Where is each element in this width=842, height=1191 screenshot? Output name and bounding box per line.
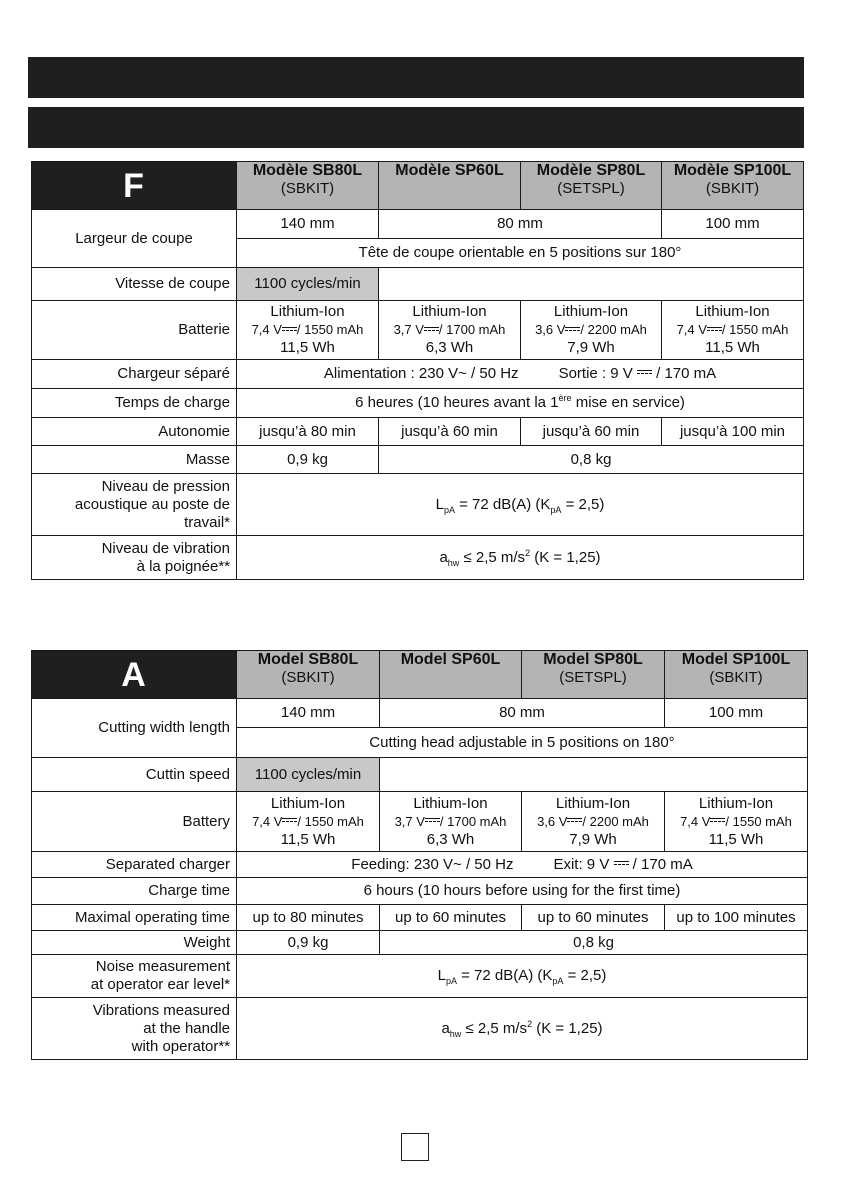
- row-label-autonomy: Autonomie: [32, 418, 237, 446]
- battery-cell: Lithium-Ion 3,6 V / 2200 mAh 7,9 Wh: [521, 301, 662, 360]
- dc-symbol-icon: [565, 327, 580, 333]
- row-label-speed: Cuttin speed: [32, 758, 237, 792]
- row-label-weight: Masse: [32, 446, 237, 474]
- empty-cell: [379, 268, 804, 301]
- row-label-charger: Chargeur séparé: [32, 360, 237, 389]
- autonomy-value: jusqu’à 100 min: [662, 418, 804, 446]
- battery-cell: Lithium-Ion 7,4 V / 1550 mAh 11,5 Wh: [665, 792, 808, 852]
- dc-symbol-icon: [424, 327, 439, 333]
- autonomy-value: jusqu’à 60 min: [379, 418, 521, 446]
- vibration-value: $a_{hw} \le 2,5$ $m/s^2$ (K = 1,25): [237, 536, 804, 580]
- autonomy-value: up to 100 minutes: [665, 905, 808, 931]
- model-header: Modèle SP100L (SBKIT): [662, 162, 804, 210]
- battery-cell: Lithium-Ion 7,4 V / 1550 mAh 11,5 Wh: [662, 301, 804, 360]
- noise-value: $L_{pA} = 72$ dB(A) $(K_{pA} = 2,5)$: [237, 474, 804, 536]
- model-header: Model SB80L (SBKIT): [237, 651, 380, 699]
- row-label-cutting-width: Largeur de coupe: [32, 210, 237, 268]
- dc-symbol-icon: [425, 818, 440, 824]
- cutting-width-value: 80 mm: [380, 699, 665, 728]
- row-label-battery: Batterie: [32, 301, 237, 360]
- row-label-charge-time: Charge time: [32, 878, 237, 905]
- row-label-noise: Noise measurement at operator ear level*: [32, 955, 237, 998]
- cutting-width-value: 80 mm: [379, 210, 662, 239]
- header-bar-top: [28, 57, 804, 98]
- autonomy-value: jusqu’à 80 min: [237, 418, 379, 446]
- weight-value: 0,8 kg: [380, 931, 808, 955]
- weight-value: 0,9 kg: [237, 931, 380, 955]
- language-letter: A: [32, 651, 237, 699]
- dc-symbol-icon: [637, 370, 652, 376]
- model-header: Model SP100L (SBKIT): [665, 651, 808, 699]
- dc-symbol-icon: [567, 818, 582, 824]
- weight-value: 0,8 kg: [379, 446, 804, 474]
- dc-symbol-icon: [707, 327, 722, 333]
- weight-value: 0,9 kg: [237, 446, 379, 474]
- cutting-width-value: 140 mm: [237, 699, 380, 728]
- dc-symbol-icon: [282, 327, 297, 333]
- cutting-head-note: Cutting head adjustable in 5 positions on 180°: [237, 728, 808, 758]
- charge-time-value: 6 hours (10 hours before using for the first time): [237, 878, 808, 905]
- empty-cell: [380, 758, 808, 792]
- cutting-head-note: Tête de coupe orientable en 5 positions sur 180°: [237, 239, 804, 268]
- autonomy-value: jusqu’à 60 min: [521, 418, 662, 446]
- battery-cell: Lithium-Ion 3,7 V / 1700 mAh 6,3 Wh: [380, 792, 522, 852]
- model-header: Model SP60L: [380, 651, 522, 699]
- cutting-width-value: 100 mm: [662, 210, 804, 239]
- spec-table-french: [31, 161, 804, 580]
- battery-cell: Lithium-Ion 3,7 V / 1700 mAh 6,3 Wh: [379, 301, 521, 360]
- row-label-autonomy: Maximal operating time: [32, 905, 237, 931]
- charger-value: Alimentation : 230 V~ / 50 Hz Sortie : 9 V / 170 mA: [237, 360, 804, 389]
- autonomy-value: up to 60 minutes: [522, 905, 665, 931]
- vibration-value: $a_{hw} \le 2,5$ $m/s^2$ (K = 1,25): [237, 998, 808, 1060]
- header-bar-second: [28, 107, 804, 148]
- charger-value: Feeding: 230 V~ / 50 Hz Exit: 9 V / 170 mA: [237, 852, 808, 878]
- battery-cell: Lithium-Ion 3,6 V / 2200 mAh 7,9 Wh: [522, 792, 665, 852]
- row-label-charge-time: Temps de charge: [32, 389, 237, 418]
- noise-value: $L_{pA} = 72$ dB(A) $(K_{pA} = 2,5)$: [237, 955, 808, 998]
- row-label-weight: Weight: [32, 931, 237, 955]
- battery-cell: Lithium-Ion 7,4 V / 1550 mAh 11,5 Wh: [237, 792, 380, 852]
- row-label-speed: Vitesse de coupe: [32, 268, 237, 301]
- spec-table-english: [31, 650, 808, 1060]
- charge-time-value: 6 heures (10 heures avant la 1ère mise en service): [237, 389, 804, 418]
- row-label-cutting-width: Cutting width length: [32, 699, 237, 758]
- speed-value: 1100 cycles/min: [237, 758, 380, 792]
- battery-cell: Lithium-Ion 7,4 V / 1550 mAh 11,5 Wh: [237, 301, 379, 360]
- dc-symbol-icon: [282, 818, 297, 824]
- model-header: Modèle SP60L: [379, 162, 521, 210]
- dc-symbol-icon: [710, 818, 725, 824]
- autonomy-value: up to 80 minutes: [237, 905, 380, 931]
- row-label-vibration: Vibrations measured at the handle with operator**: [32, 998, 237, 1060]
- cutting-width-value: 140 mm: [237, 210, 379, 239]
- autonomy-value: up to 60 minutes: [380, 905, 522, 931]
- model-header: Modèle SP80L (SETSPL): [521, 162, 662, 210]
- model-header: Model SP80L (SETSPL): [522, 651, 665, 699]
- speed-value: 1100 cycles/min: [237, 268, 379, 301]
- page-number-box: [401, 1133, 429, 1161]
- dc-symbol-icon: [614, 861, 629, 867]
- row-label-charger: Separated charger: [32, 852, 237, 878]
- model-header: Modèle SB80L (SBKIT): [237, 162, 379, 210]
- language-letter: F: [32, 162, 237, 210]
- row-label-noise: Niveau de pression acoustique au poste de travail*: [32, 474, 237, 536]
- row-label-vibration: Niveau de vibration à la poignée**: [32, 536, 237, 580]
- row-label-battery: Battery: [32, 792, 237, 852]
- cutting-width-value: 100 mm: [665, 699, 808, 728]
